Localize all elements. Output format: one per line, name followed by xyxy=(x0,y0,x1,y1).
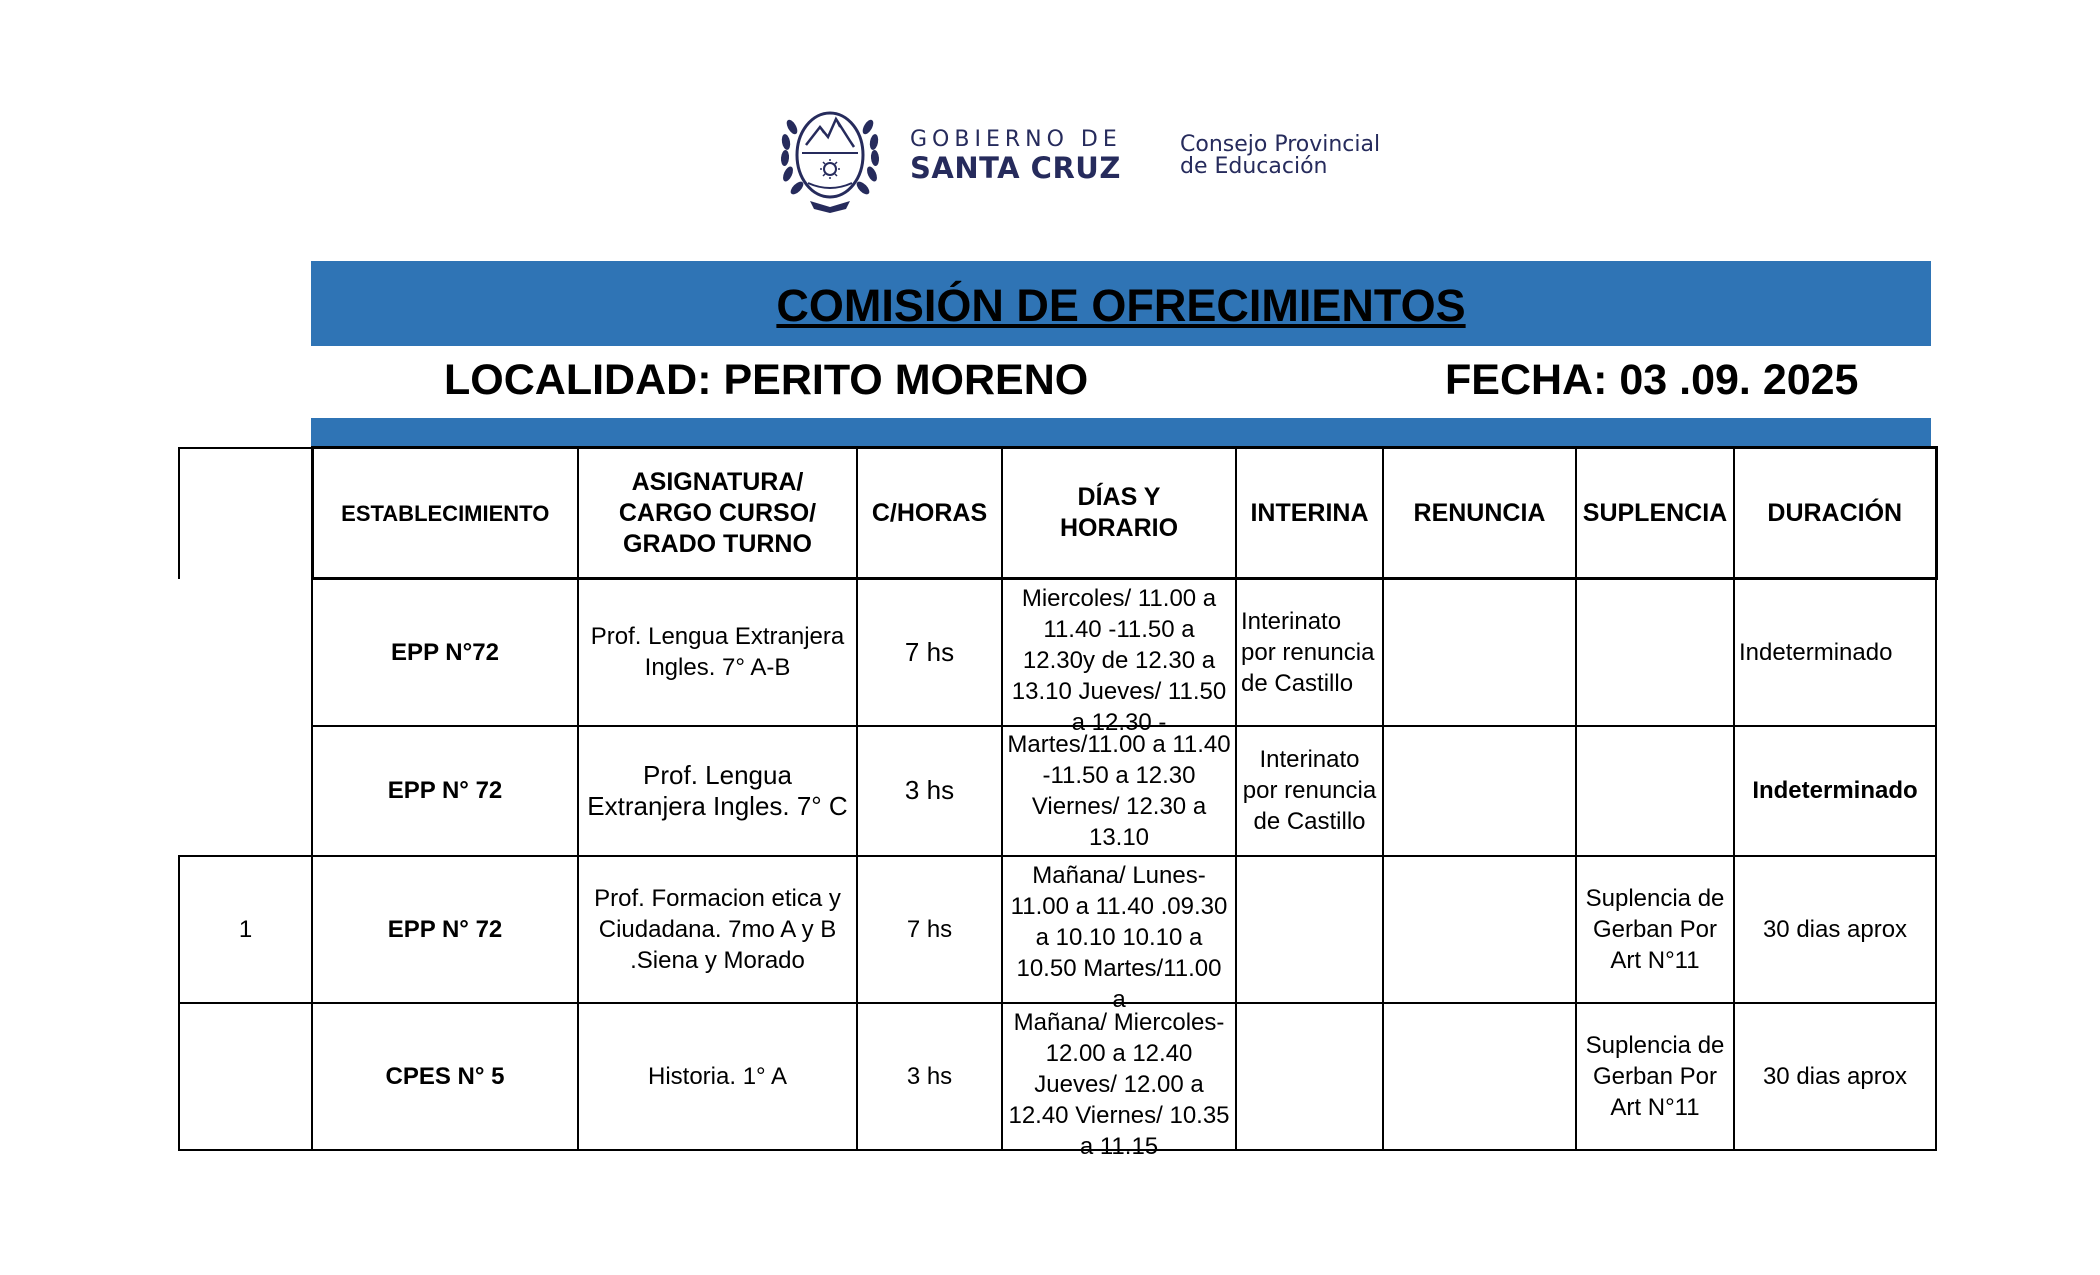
horas-cell: 7 hs xyxy=(857,856,1002,1003)
establecimiento-cell: CPES N° 5 xyxy=(312,1003,578,1150)
interina-header-label: INTERINA xyxy=(1250,498,1369,527)
suplencia-cell xyxy=(1576,726,1734,856)
horas-cell: 3 hs xyxy=(857,726,1002,856)
renuncia-cell xyxy=(1383,856,1576,1003)
horas-header xyxy=(857,448,1002,579)
establecimiento-header xyxy=(312,448,578,579)
santa-cruz-label: SANTA CRUZ xyxy=(910,151,1121,185)
dias-cell xyxy=(1002,856,1236,1013)
interina-cell xyxy=(1236,856,1383,1003)
establecimiento-cell: EPP N°72 xyxy=(312,579,578,726)
table-row xyxy=(179,579,1936,726)
row-number-cell xyxy=(179,726,312,856)
fecha-label: FECHA: 03 .09. 2025 xyxy=(1445,356,1859,404)
title-bar xyxy=(311,261,1931,346)
dias-text: Mañana/ Miercoles- 12.00 a 12.40 Jueves/ 12.00 a 12.40 Viernes/ 10.35 a 11.15 xyxy=(1008,1009,1230,1160)
duracion-header xyxy=(1734,448,1936,579)
duracion-cell: Indeterminado xyxy=(1734,579,1936,726)
header-divider-strip xyxy=(311,418,1931,446)
dias-cell: Martes/11.00 a 11.40 -11.50 a 12.30 Viernes/ 12.30 a 13.10 xyxy=(1002,726,1236,856)
asignatura-cell: Prof. Lengua Extranjera Ingles. 7° A-B xyxy=(578,579,857,726)
duracion-header-label: DURACIÓN xyxy=(1767,498,1903,527)
establecimiento-cell: EPP N° 72 xyxy=(312,726,578,856)
renuncia-cell xyxy=(1383,1003,1576,1150)
renuncia-cell xyxy=(1383,579,1576,726)
dias-text: Mañana/ Lunes- 11.00 a 11.40 .09.30 a 10.10 10.10 a 10.50 Martes/11.00 a xyxy=(1010,862,1228,1013)
renuncia-cell xyxy=(1383,726,1576,856)
row-number-cell xyxy=(179,1003,312,1150)
row-number-cell: 1 xyxy=(179,856,312,1003)
renuncia-header-label: RENUNCIA xyxy=(1413,498,1546,527)
suplencia-header xyxy=(1576,448,1734,579)
dias-header-line2: HORARIO xyxy=(1059,514,1179,542)
interina-cell: Interinato por renuncia de Castillo xyxy=(1236,579,1383,726)
table-row xyxy=(179,856,1936,1003)
dias-header-line1: DÍAS Y xyxy=(1077,483,1161,511)
dias-header xyxy=(1002,448,1236,579)
santa-cruz-coat-of-arms-icon xyxy=(780,97,880,215)
suplencia-cell xyxy=(1576,579,1734,726)
localidad-label: LOCALIDAD: PERITO MORENO xyxy=(444,356,1089,404)
table-row xyxy=(179,726,1936,856)
interina-cell: Interinato por renuncia de Castillo xyxy=(1236,726,1383,856)
consejo-label: Consejo Provincial xyxy=(1180,132,1381,157)
table-header-row xyxy=(179,448,1936,579)
table-row xyxy=(179,1003,1936,1150)
offers-table xyxy=(178,446,1938,1160)
asignatura-cell: Historia. 1° A xyxy=(578,1003,857,1150)
asignatura-header xyxy=(578,448,857,579)
renuncia-header xyxy=(1383,448,1576,579)
dias-text: Miercoles/ 11.00 a 11.40 -11.50 a 12.30y de 12.30 a 13.10 Jueves/ 11.50 a 12.30 - xyxy=(1011,585,1227,737)
interina-cell xyxy=(1236,1003,1383,1150)
duracion-cell: 30 dias aprox xyxy=(1734,856,1936,1003)
horas-cell: 3 hs xyxy=(857,1003,1002,1150)
asignatura-header-line2: CARGO CURSO/ xyxy=(618,498,817,527)
horas-header-label: C/HORAS xyxy=(871,498,988,527)
interina-header xyxy=(1236,448,1383,579)
page-title: COMISIÓN DE OFRECIMIENTOS xyxy=(776,279,1466,331)
horas-cell: 7 hs xyxy=(857,579,1002,726)
establecimiento-header-label: ESTABLECIMIENTO xyxy=(341,500,550,526)
suplencia-cell: Suplencia de Gerban Por Art N°11 xyxy=(1576,1003,1734,1150)
suplencia-header-label: SUPLENCIA xyxy=(1582,498,1728,527)
establecimiento-cell: EPP N° 72 xyxy=(312,856,578,1003)
suplencia-cell: Suplencia de Gerban Por Art N°11 xyxy=(1576,856,1734,1003)
duracion-cell: Indeterminado xyxy=(1734,726,1936,856)
asignatura-header-line1: ASIGNATURA/ xyxy=(631,467,804,496)
dias-cell xyxy=(1002,579,1236,737)
asignatura-cell: Prof. Lengua Extranjera Ingles. 7° C xyxy=(578,726,857,856)
number-column-header xyxy=(179,448,312,579)
asignatura-cell: Prof. Formacion etica y Ciudadana. 7mo A y B .Siena y Morado xyxy=(578,856,857,1003)
row-number-cell xyxy=(179,579,312,726)
gobierno-label: GOBIERNO DE xyxy=(910,127,1122,152)
dias-cell xyxy=(1002,1003,1236,1160)
asignatura-header-line3: GRADO TURNO xyxy=(623,529,812,558)
header-logo xyxy=(780,97,1400,217)
duracion-cell: 30 dias aprox xyxy=(1734,1003,1936,1150)
educacion-label: de Educación xyxy=(1180,154,1328,179)
